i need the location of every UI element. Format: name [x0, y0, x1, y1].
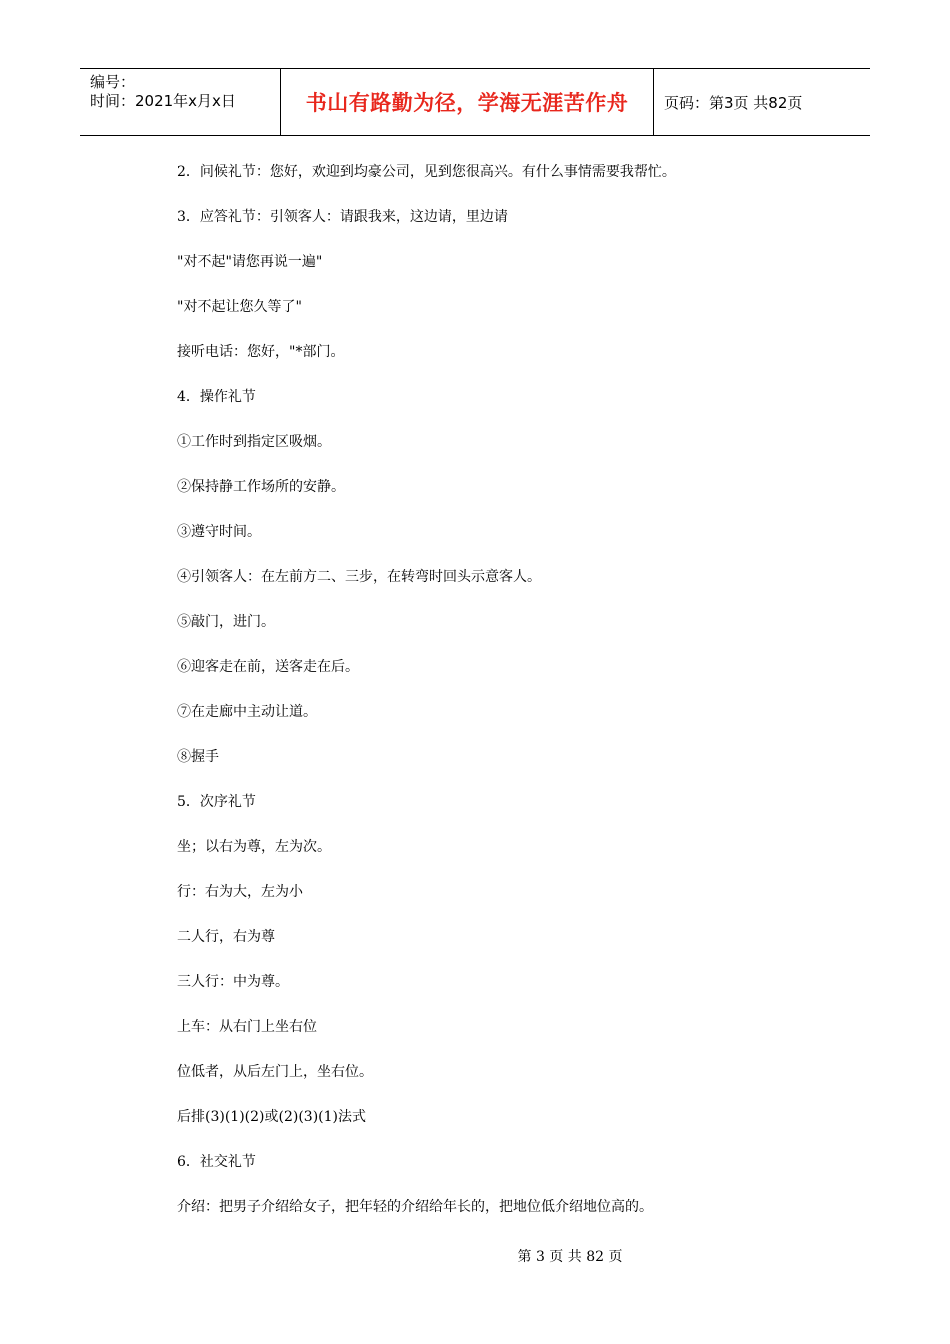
paragraph: 2．问候礼节：您好，欢迎到均豪公司，见到您很高兴。有什么事情需要我帮忙。 [177, 164, 676, 180]
list-item: ①工作时到指定区吸烟。 [177, 434, 331, 450]
paragraph: 坐；以右为尊，左为次。 [177, 839, 331, 855]
header-page-info: 页码：第3页 共82页 [664, 93, 803, 112]
paragraph: 二人行，右为尊 [177, 929, 275, 945]
header-motto: 书山有路勤为径，学海无涯苦作舟 [281, 69, 654, 135]
paragraph: 三人行：中为尊。 [177, 974, 289, 990]
section-heading: 4．操作礼节 [177, 389, 256, 405]
paragraph: "对不起让您久等了" [177, 299, 302, 315]
list-item: ⑧握手 [177, 749, 219, 765]
section-heading: 6．社交礼节 [177, 1154, 256, 1170]
list-item: ⑤敲门，进门。 [177, 614, 275, 630]
paragraph: 3．应答礼节：引领客人：请跟我来，这边请，里边请 [177, 209, 508, 225]
header-meta [80, 69, 281, 135]
section-heading: 5．次序礼节 [177, 794, 256, 810]
paragraph: 后排(3)(1)(2)或(2)(3)(1)法式 [177, 1109, 366, 1125]
paragraph: 接听电话：您好，"*部门。 [177, 344, 345, 360]
document-body [177, 158, 817, 1238]
paragraph: 介绍：把男子介绍给女子，把年轻的介绍给年长的，把地位低介绍地位高的。 [177, 1199, 653, 1215]
list-item: ④引领客人：在左前方二、三步，在转弯时回头示意客人。 [177, 569, 541, 585]
page-footer: 第 3 页 共 82 页 [517, 1249, 623, 1265]
list-item: ②保持静工作场所的安静。 [177, 479, 345, 495]
page-header [80, 68, 870, 136]
list-item: ⑥迎客走在前，送客走在后。 [177, 659, 359, 675]
paragraph: 位低者，从后左门上，坐右位。 [177, 1064, 373, 1080]
paragraph: 上车：从右门上坐右位 [177, 1019, 317, 1035]
list-item: ③遵守时间。 [177, 524, 261, 540]
code-label: 编号： [90, 73, 136, 91]
paragraph: "对不起"请您再说一遍" [177, 254, 323, 270]
time-label: 时间：2021年x月x日 [90, 92, 236, 110]
list-item: ⑦在走廊中主动让道。 [177, 704, 317, 720]
paragraph: 行：右为大，左为小 [177, 884, 303, 900]
